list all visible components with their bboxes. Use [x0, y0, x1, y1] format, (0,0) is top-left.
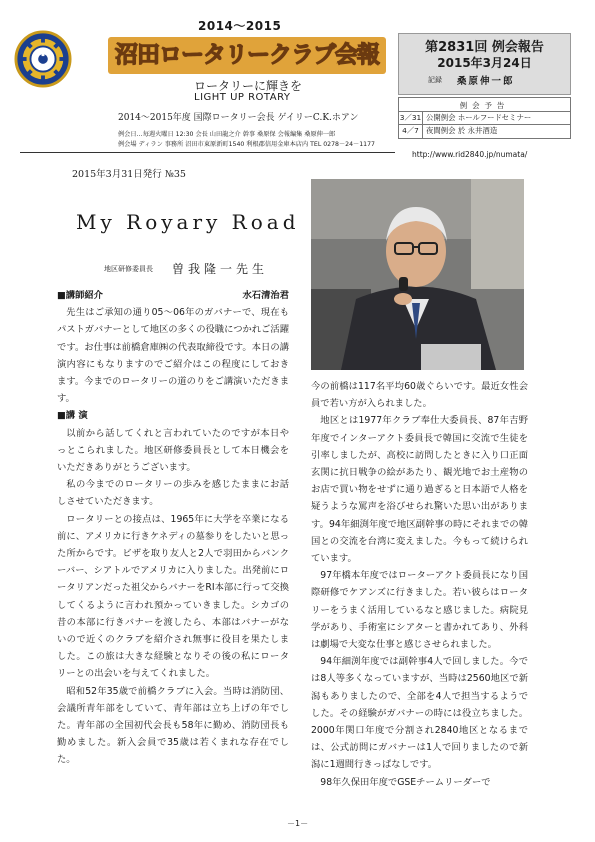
schedule-text: 公開例会 ホールフードセミナー: [426, 113, 532, 122]
schedule-date: 3／31: [399, 113, 422, 122]
article-left-column: [57, 287, 289, 769]
club-info-line-2: 例会場 ディラン 事務所 沼田市東原新町1540 利根郡信用金庫本店内 TEL 0278－24－1177: [118, 141, 375, 148]
body-paragraph: 98年久保田年度でGSEチームリーダーで: [320, 776, 491, 788]
body-paragraph: 私の今までのロータリーの歩みを感じたままにお話しさせていただきます。: [57, 479, 289, 508]
meeting-schedule: [398, 97, 571, 139]
article-title: My Royary Road: [76, 210, 300, 234]
body-paragraph: 94年細渕年度では副幹事4人で回しました。今では8人等多くなっていますが、当時は2560地区で新潟もありましたので、全部を4人で担当するようでした。その経験がガバナーの時には役立ちました。2000年関口年度で分割され2840地区となるまでは、公式訪問にガバナーは1人で回りましたので新潟に1週間行きっぱなしです。: [311, 656, 528, 771]
report-date: 2015年3月24日: [437, 56, 532, 70]
rotary-logo: [14, 30, 72, 88]
speaker-role: 地区研修委員長: [104, 265, 153, 273]
schedule-heading: 例会予告: [399, 98, 570, 112]
speaker-name: 曽我隆一先生: [172, 262, 269, 276]
schedule-date: 4／7: [399, 125, 423, 138]
recorder-name: 桑原伸一郎: [457, 76, 515, 87]
schedule-text: 夜間例会 於 永井酒造: [426, 126, 498, 135]
intro-paragraph: 先生はご承知の通り05～06年のガバナーで、現在もパストガバナーとして地区の多くの役職につかれご活躍です。お仕事は前橋倉庫㈱の代表取締役です。本日の講演内容にもなりますのでご紹介はこの程度にしておきます。今までのロータリーの道のりをご講演いただきます。: [57, 307, 289, 405]
schedule-row: [399, 125, 570, 138]
ri-president-line: 2014～2015年度 国際ロータリー会長 ゲイリーC.K.ホアン: [118, 113, 359, 123]
intro-author: 水石清治君: [242, 290, 289, 301]
article-right-column: [311, 378, 528, 791]
schedule-row: [399, 112, 570, 125]
issue-date: 2015年3月31日発行 №35: [72, 169, 186, 180]
intro-heading: ■講師紹介: [57, 290, 103, 301]
fiscal-year: 2014～2015: [198, 19, 282, 33]
club-info-line-1: 例会日…毎週火曜日 12:30 会長 山田龍之介 幹事 桑原保 会報編集 桑原伸一郎: [118, 131, 336, 138]
report-number: 第2831回 例会報告: [425, 40, 544, 55]
body-paragraph: 昭和52年35歳で前橋クラブに入会。当時は消防団、会議所青年部をしていて、青年部は立ち上げの年でした。青年部の全国初代会長も58年に勤め、消防団長も勤めました。新入会員で35歳は若くまれな存在でした。: [57, 685, 289, 766]
header-divider: [20, 152, 395, 153]
club-title: 沼田ロータリークラブ会報: [115, 42, 379, 68]
body-paragraph: ロータリーとの接点は、1965年に大学を卒業になる前に、アメリカに行きケネディの墓参りをしたいと思った所からです。ビザを取り友人と2人で羽田からバンクーバー、シアトルでアメリカに入りました。出発前にロータリアンだった祖父からバナーをRI本部に行って交換してくるように言われ預かっていきました。シカゴの昔の本部に行きバナーを渡したら、本部はバナーがないので近くのクラブを紹介され無事に役目を果たしました。この旅は大きな経験となりその後の私にロータリーとの出会いを与えてくれました。: [57, 513, 289, 680]
recorder-label: 記録: [428, 76, 442, 84]
body-paragraph: 97年橋本年度ではローターアクト委員長になり国際研修でケアンズに行きました。若い彼らはロータリーをうまく活用しているなと感じました。病院見学があり、手術室にシアターと書かれてあり、外科は劇場で大変な仕事と感じさせられました。: [311, 570, 528, 651]
body-paragraph: 地区とは1977年クラブ奉仕大委員長、87年吉野年度でインターアクト委員長で韓国に交流で生徒を引率しましたが、高校に訪問したときに入り口正面玄関に抗日戦争の絵があたり、観光地でお土産物のお店で買い物をせずに通り過ぎると日本語で人格を疑うような罵声を浴びせられ驚いた思い出があります。94年細渕年度で地区副幹事の時にそれまでの韓国との交流を台湾に変えました。今もって続けられています。: [311, 415, 528, 565]
speaker-photo: [311, 179, 524, 370]
body-paragraph: 以前から話してくれと言われていたのですが本日やっとこられました。地区研修委員長として本日機会をいただきありがとうございます。: [57, 427, 289, 474]
lecture-heading: ■講 演: [57, 410, 88, 422]
intro-section-header: [57, 287, 289, 304]
slogan-english: LIGHT UP ROTARY: [194, 92, 291, 103]
slogan-japanese: ロータリーに輝きを: [194, 79, 303, 93]
club-url-link[interactable]: http://www.rid2840.jp/numata/: [412, 150, 528, 159]
page-number: －1－: [287, 819, 309, 828]
body-paragraph: 今の前橋は117名平均60歳ぐらいです。最近女性会員で若い方が入られました。: [311, 381, 528, 410]
